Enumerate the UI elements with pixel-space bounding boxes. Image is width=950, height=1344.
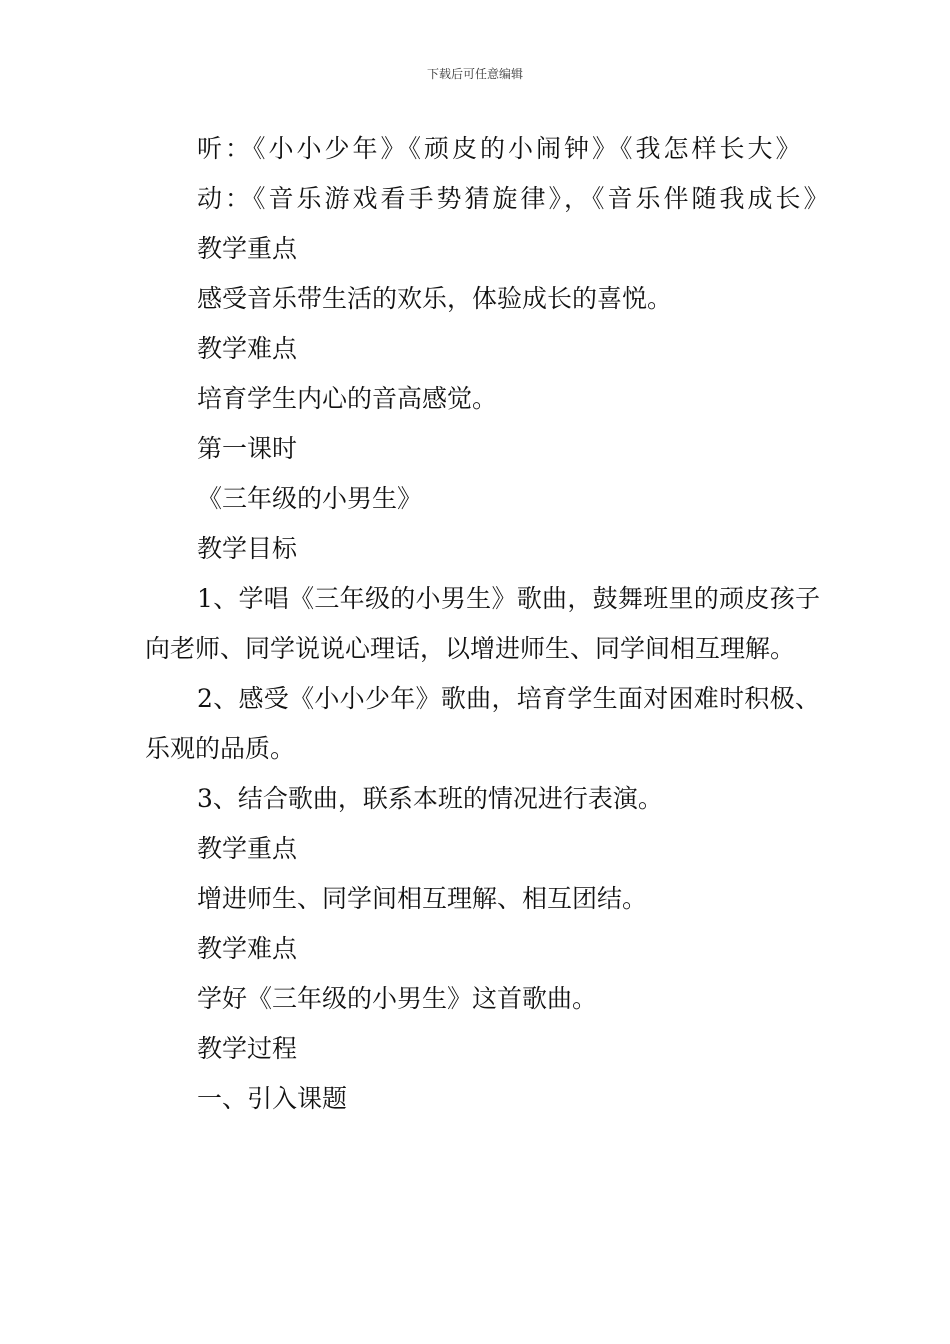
section-heading-process: 教学过程 xyxy=(197,1034,298,1063)
lesson-title: 《三年级的小男生》 xyxy=(197,484,423,513)
listen-songs-line: 听：《小小少年》《顽皮的小闹钟》《我怎样长大》 xyxy=(197,134,804,163)
section-heading-key-points: 教学重点 xyxy=(197,234,298,263)
key-points-text: 感受音乐带生活的欢乐，体验成长的喜悦。 xyxy=(197,284,673,313)
page-header-note: 下载后可任意编辑 xyxy=(426,67,523,81)
objective-item-2: 2、感受《小小少年》歌曲，培育学生面对困难时积极、乐观的品质。 xyxy=(145,684,820,763)
process-step-1: 一、引入课题 xyxy=(197,1084,348,1113)
difficulties-text-2: 学好《三年级的小男生》这首歌曲。 xyxy=(197,984,598,1013)
objective-item-3: 3、结合歌曲，联系本班的情况进行表演。 xyxy=(197,784,663,813)
lesson-heading: 第一课时 xyxy=(197,434,298,463)
section-heading-difficulties: 教学难点 xyxy=(197,334,298,363)
section-heading-difficulties-2: 教学难点 xyxy=(197,934,298,963)
document-body xyxy=(145,124,832,1124)
section-heading-key-points-2: 教学重点 xyxy=(197,834,298,863)
objective-item-1: 1、学唱《三年级的小男生》歌曲，鼓舞班里的顽皮孩子向老师、同学说说心理话，以增进师生、同学间相互理解。 xyxy=(145,584,820,663)
section-heading-objectives: 教学目标 xyxy=(197,534,298,563)
key-points-text-2: 增进师生、同学间相互理解、相互团结。 xyxy=(197,884,648,913)
activity-line: 动：《音乐游戏看手势猜旋律》，《音乐伴随我成长》 xyxy=(197,184,832,213)
difficulties-text: 培育学生内心的音高感觉。 xyxy=(197,384,498,413)
